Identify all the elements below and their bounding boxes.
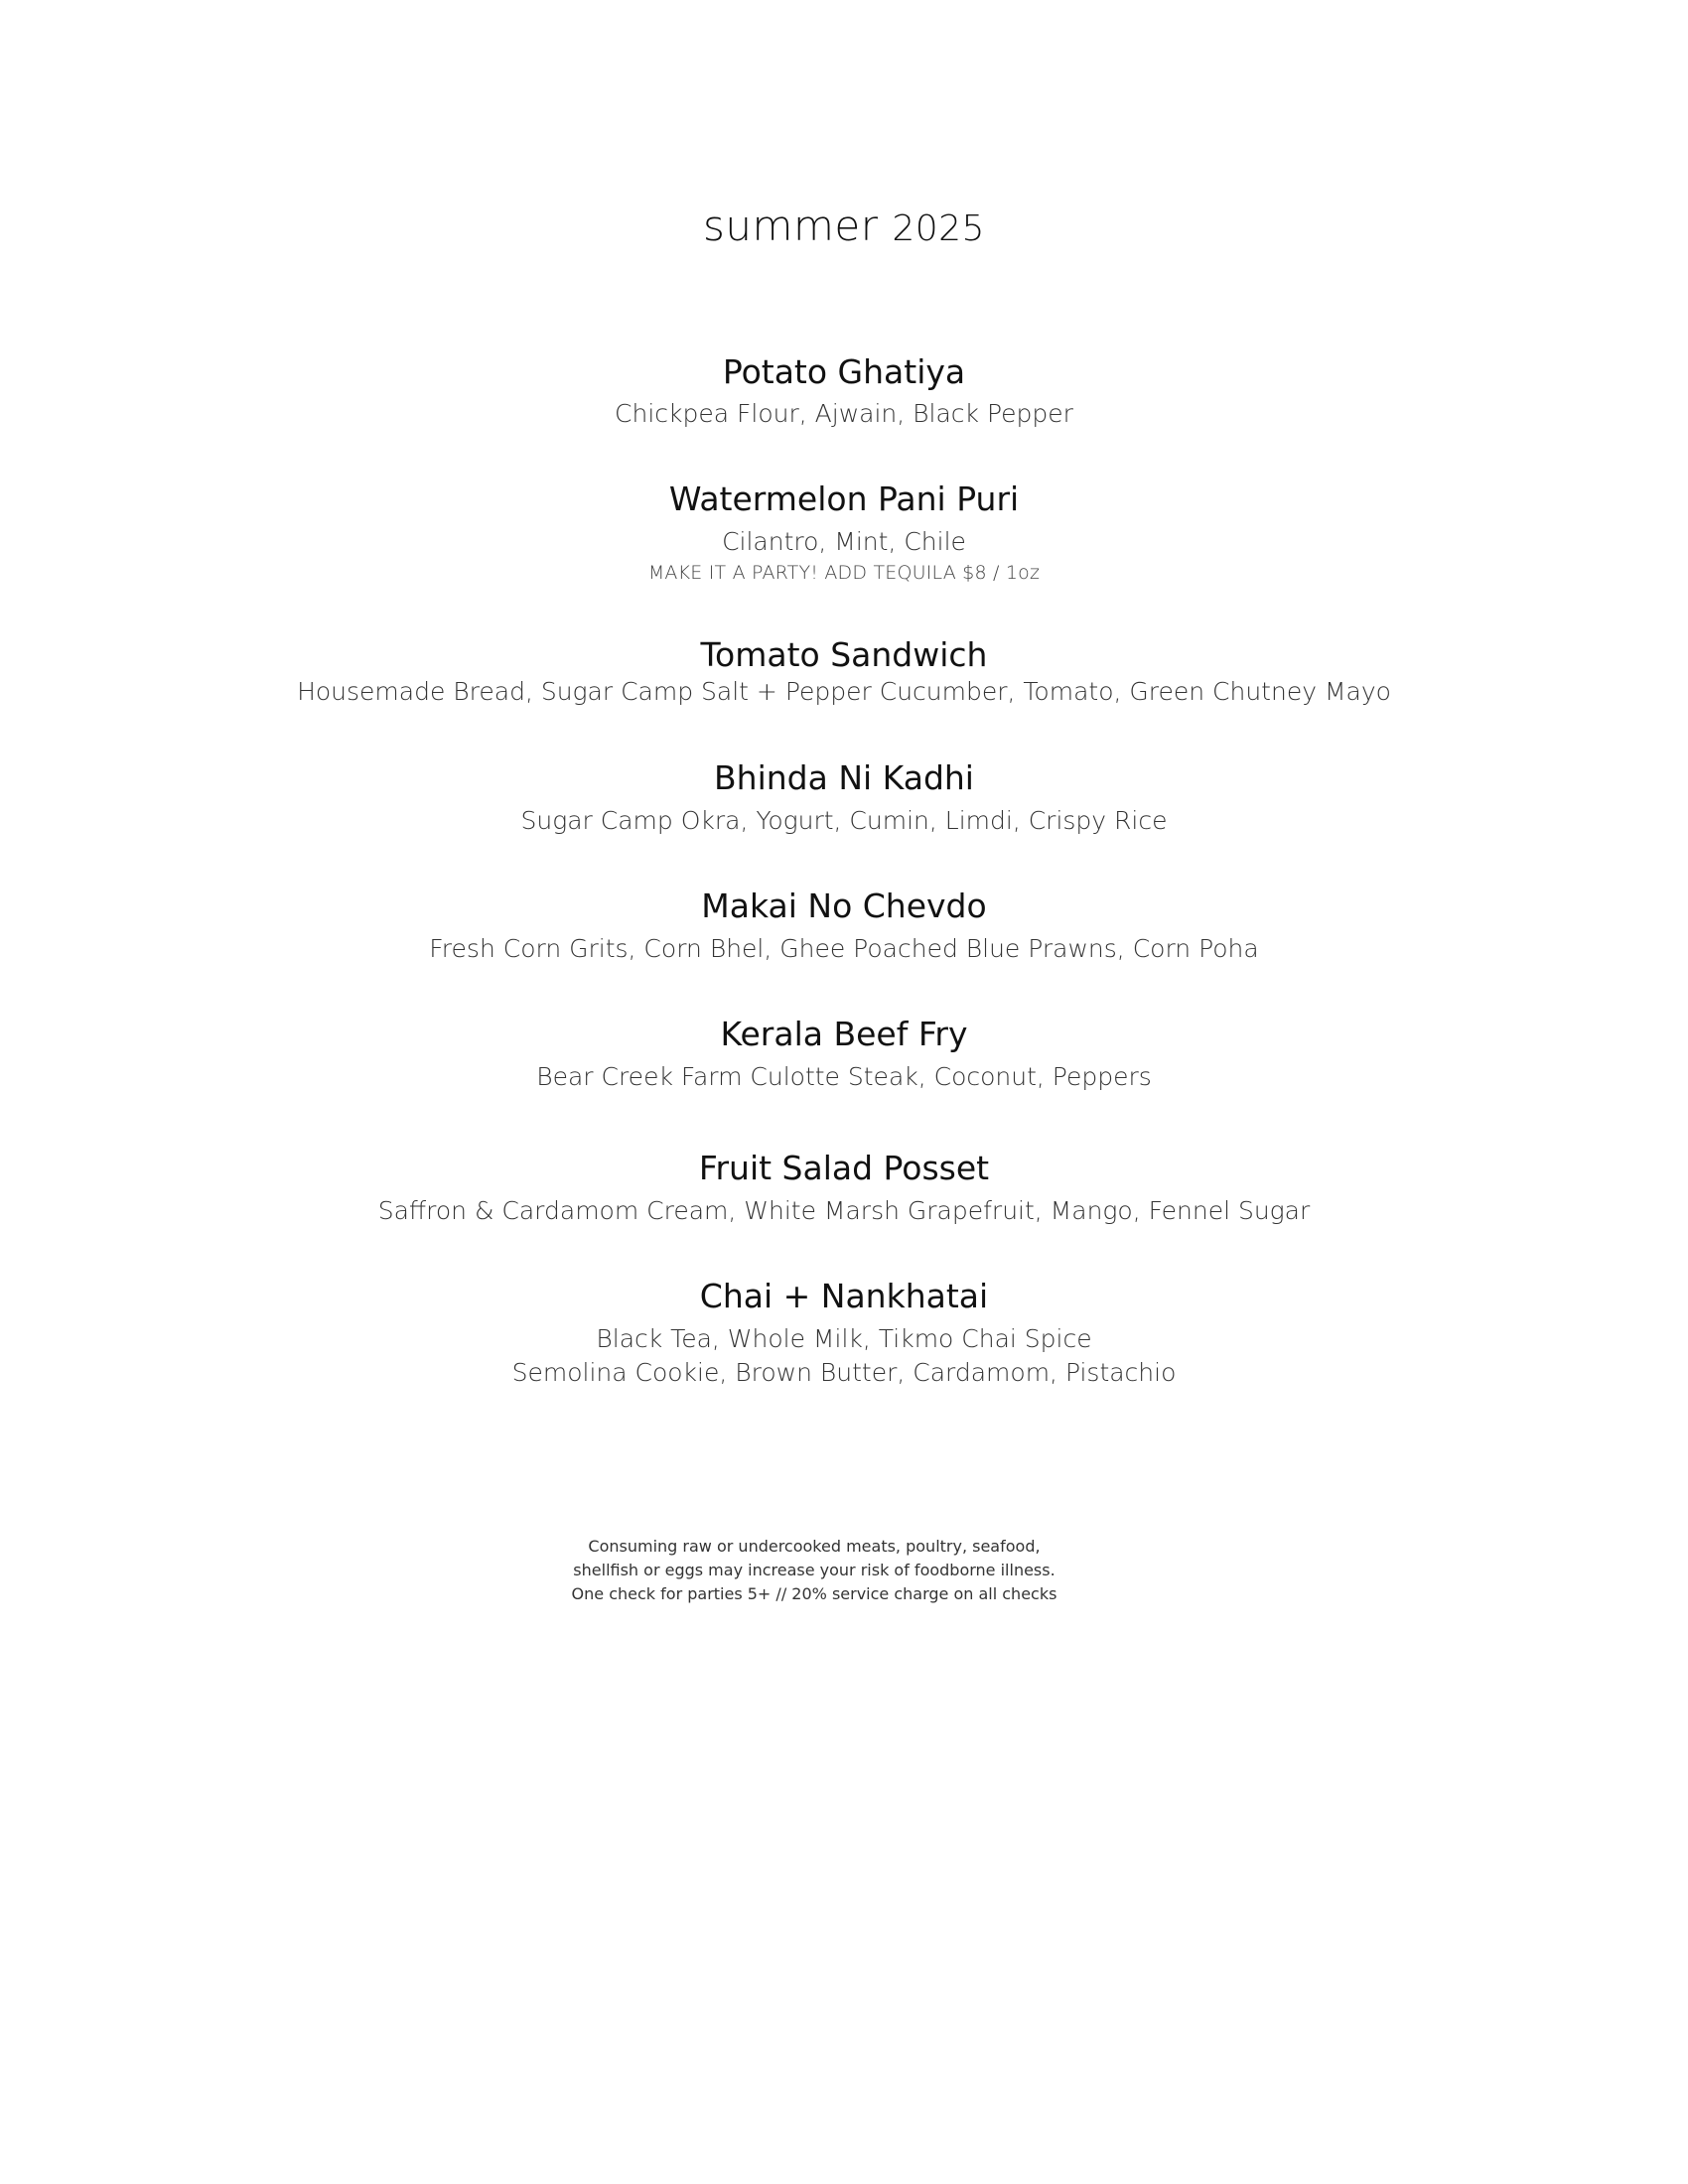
dish-name: Bhinda Ni Kadhi bbox=[714, 758, 974, 797]
dish-name: Makai No Chevdo bbox=[701, 887, 987, 925]
dish-description: Fresh Corn Grits, Corn Bhel, Ghee Poached Blue Prawns, Corn Poha bbox=[429, 934, 1259, 963]
dish-name: Kerala Beef Fry bbox=[720, 1015, 968, 1053]
disclaimer-line: shellfish or eggs may increase your risk of foodborne illness. bbox=[573, 1561, 1055, 1579]
dish-description: Cilantro, Mint, Chile bbox=[722, 527, 966, 556]
dish-name: Chai + Nankhatai bbox=[699, 1277, 989, 1315]
dish-description: Bear Creek Farm Culotte Steak, Coconut, Peppers bbox=[536, 1062, 1152, 1091]
menu-title-year: 2025 bbox=[892, 208, 985, 249]
dish-description: Black Tea, Whole Milk, Tikmo Chai Spice bbox=[596, 1324, 1092, 1353]
dish-description: Chickpea Flour, Ajwain, Black Pepper bbox=[615, 399, 1073, 428]
dish-name: Fruit Salad Posset bbox=[698, 1149, 990, 1187]
dish-name: Tomato Sandwich bbox=[700, 635, 988, 674]
service-charge-note: One check for parties 5+ // 20% service charge on all checks bbox=[571, 1584, 1057, 1603]
dish-add-on-note: MAKE IT A PARTY! ADD TEQUILA $8 / 1oz bbox=[647, 562, 1041, 584]
menu-title bbox=[0, 199, 1688, 257]
dish-name: Potato Ghatiya bbox=[722, 352, 966, 391]
disclaimer-line: Consuming raw or undercooked meats, poultry, seafood, bbox=[588, 1537, 1041, 1556]
dish-description: Sugar Camp Okra, Yogurt, Cumin, Limdi, Crispy Rice bbox=[520, 806, 1168, 835]
dish-description-second-line: Semolina Cookie, Brown Butter, Cardamom, Pistachio bbox=[511, 1358, 1177, 1387]
dish-description: Housemade Bread, Sugar Camp Salt + Pepper Cucumber, Tomato, Green Chutney Mayo bbox=[297, 677, 1391, 706]
dish-description: Saffron & Cardamom Cream, White Marsh Grapefruit, Mango, Fennel Sugar bbox=[377, 1196, 1311, 1225]
menu-title-season: summer bbox=[703, 202, 879, 250]
dish-name: Watermelon Pani Puri bbox=[668, 479, 1020, 518]
